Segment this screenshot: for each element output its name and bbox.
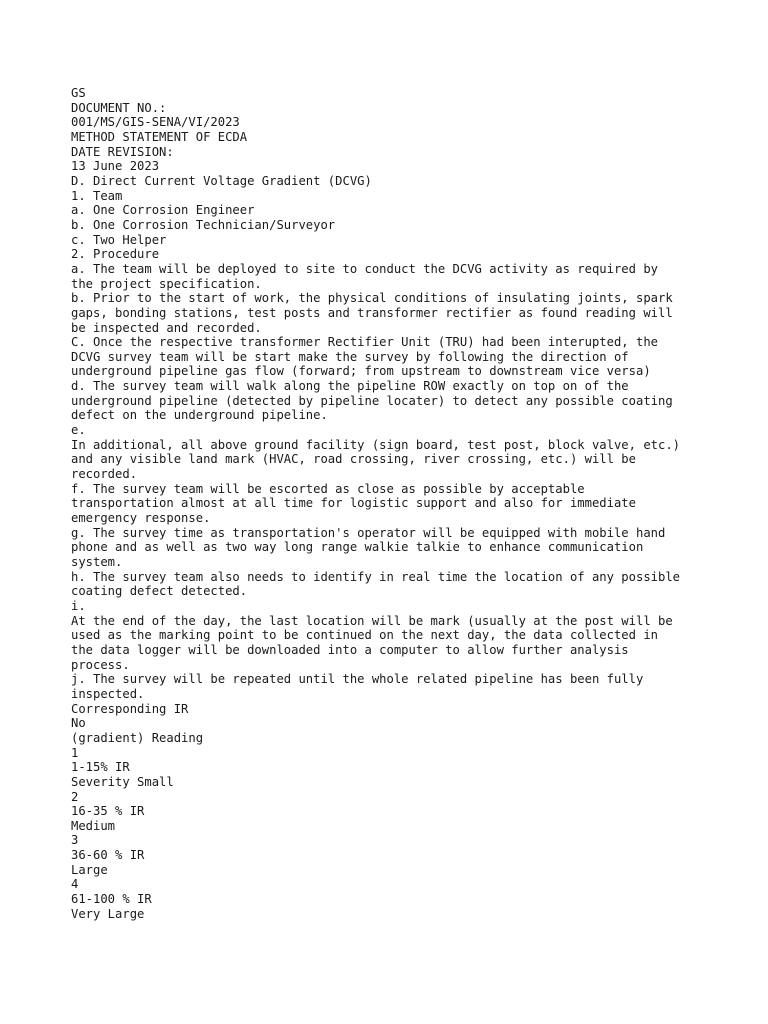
procedure-text: d. The survey team will walk along the pipeline ROW exactly on top on of the bbox=[71, 379, 629, 394]
table-cell: 61-100 % IR bbox=[71, 892, 152, 907]
table-cell: Medium bbox=[71, 818, 116, 833]
table-cell: 4 bbox=[71, 877, 79, 892]
procedure-text: recorded. bbox=[71, 467, 138, 482]
procedure-text: g. The survey time as transportation's operator will be equipped with mobile hand bbox=[71, 525, 666, 540]
doc-number-label: DOCUMENT NO.: bbox=[71, 100, 167, 115]
team-item: c. Two Helper bbox=[71, 232, 167, 247]
procedure-text: and any visible land mark (HVAC, road crossing, river crossing, etc.) will be bbox=[71, 452, 636, 467]
procedure-text: i. bbox=[71, 598, 86, 613]
procedure-text: used as the marking point to be continued on the next day, the data collected in bbox=[71, 628, 658, 643]
team-item: a. One Corrosion Engineer bbox=[71, 203, 255, 218]
table-header: (gradient) Reading bbox=[71, 730, 204, 745]
procedure-text: h. The survey team also needs to identify in real time the location of any possible bbox=[71, 569, 681, 584]
procedure-text: a. The team will be deployed to site to conduct the DCVG activity as required by bbox=[71, 261, 658, 276]
table-cell: 1-15% IR bbox=[71, 760, 130, 775]
team-item: b. One Corrosion Technician/Surveyor bbox=[71, 217, 336, 232]
procedure-text: phone and as well as two way long range walkie talkie to enhance communication bbox=[71, 540, 644, 555]
procedure-text: be inspected and recorded. bbox=[71, 320, 262, 335]
procedure-text: b. Prior to the start of work, the physical conditions of insulating joints, spark bbox=[71, 291, 673, 306]
document-body bbox=[71, 86, 751, 921]
section-heading: D. Direct Current Voltage Gradient (DCVG) bbox=[71, 173, 372, 188]
table-cell: 36-60 % IR bbox=[71, 848, 145, 863]
procedure-text: process. bbox=[71, 657, 130, 672]
procedure-text: In additional, all above ground facility (sign board, test post, block valve, etc.) bbox=[71, 437, 681, 452]
procedure-text: j. The survey will be repeated until the whole related pipeline has been fully bbox=[71, 672, 644, 687]
procedure-text: e. bbox=[71, 423, 86, 438]
procedure-text: defect on the underground pipeline. bbox=[71, 408, 328, 423]
procedure-text: transportation almost at all time for logistic support and also for immediate bbox=[71, 496, 636, 511]
table-cell: Very Large bbox=[71, 906, 145, 921]
table-cell: 1 bbox=[71, 745, 79, 760]
doc-number-value: 001/MS/GIS-SENA/VI/2023 bbox=[71, 115, 240, 130]
procedure-text: f. The survey team will be escorted as close as possible by acceptable bbox=[71, 481, 585, 496]
date-revision-value: 13 June 2023 bbox=[71, 159, 160, 174]
table-cell: Large bbox=[71, 862, 108, 877]
table-cell: 2 bbox=[71, 789, 79, 804]
procedure-text: the data logger will be downloaded into a computer to allow further analysis bbox=[71, 642, 629, 657]
table-cell: 16-35 % IR bbox=[71, 804, 145, 819]
date-revision-label: DATE REVISION: bbox=[71, 144, 174, 159]
procedure-text: the project specification. bbox=[71, 276, 262, 291]
procedure-text: C. Once the respective transformer Rectifier Unit (TRU) had been interupted, the bbox=[71, 335, 658, 350]
team-heading: 1. Team bbox=[71, 188, 123, 203]
table-cell: Severity Small bbox=[71, 774, 174, 789]
procedure-text: system. bbox=[71, 555, 123, 569]
procedure-text: gaps, bonding stations, test posts and transformer rectifier as found reading will bbox=[71, 305, 673, 320]
procedure-text: inspected. bbox=[71, 686, 145, 701]
procedure-text: emergency response. bbox=[71, 511, 211, 526]
table-header: Corresponding IR bbox=[71, 701, 189, 716]
procedure-text: DCVG survey team will be start make the survey by following the direction of bbox=[71, 349, 629, 364]
procedure-text: coating defect detected. bbox=[71, 584, 248, 599]
procedure-text: underground pipeline gas flow (forward; from upstream to downstream vice versa) bbox=[71, 364, 651, 379]
procedure-text: underground pipeline (detected by pipeline locater) to detect any possible coating bbox=[71, 393, 673, 408]
doc-title: METHOD STATEMENT OF ECDA bbox=[71, 129, 248, 144]
procedure-heading: 2. Procedure bbox=[71, 247, 160, 262]
table-cell: 3 bbox=[71, 833, 79, 848]
doc-header-code: GS bbox=[71, 86, 86, 100]
table-header: No bbox=[71, 716, 86, 731]
procedure-text: At the end of the day, the last location will be mark (usually at the post will be bbox=[71, 613, 673, 628]
